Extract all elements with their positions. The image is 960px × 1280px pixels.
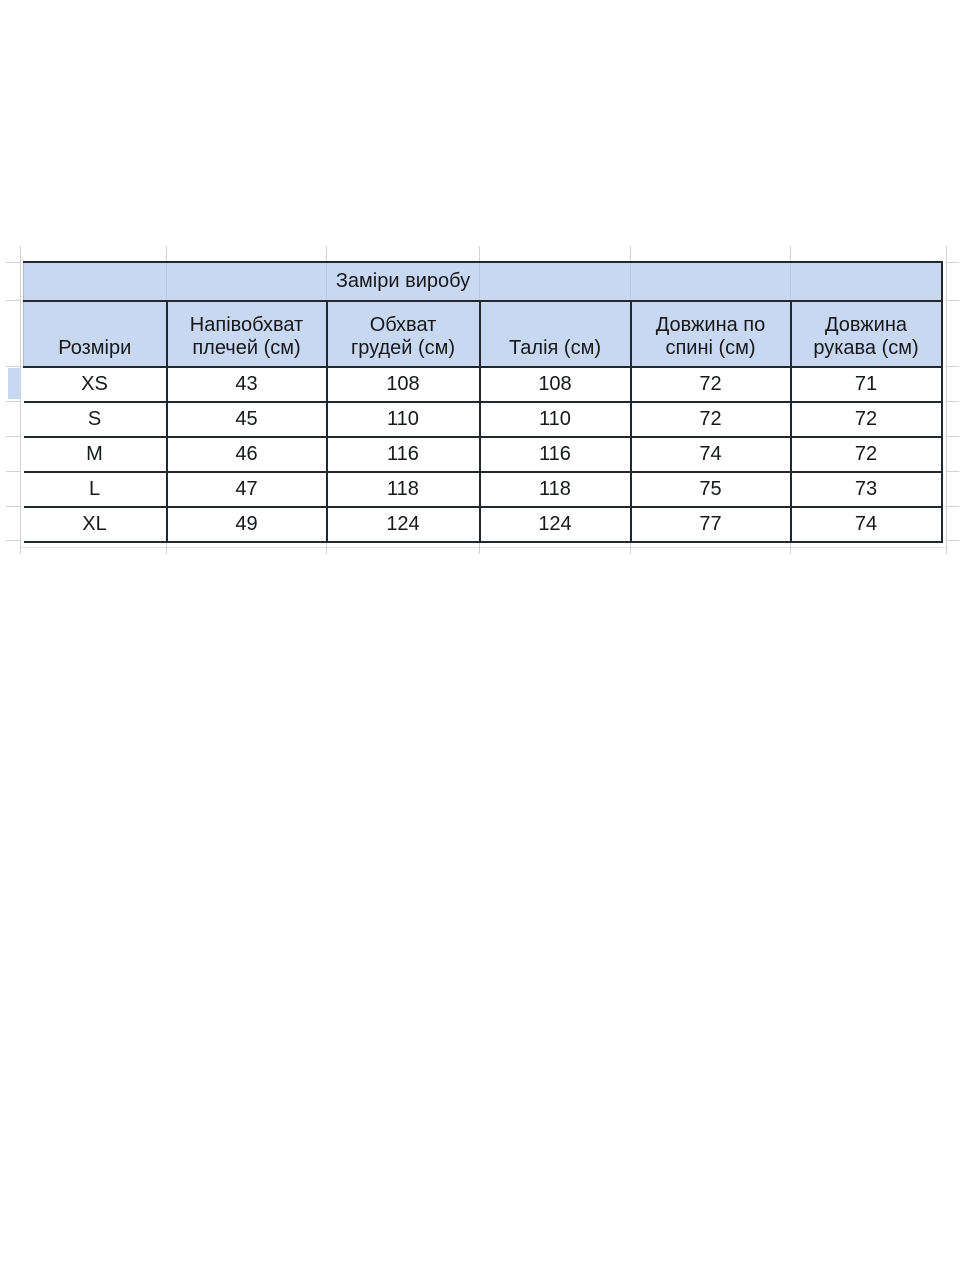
column-header-label: грудей (см)	[350, 337, 456, 359]
table-row-xs	[24, 367, 942, 402]
measurement-cell[interactable]: 43	[167, 367, 327, 402]
gridline-stub-right	[947, 436, 959, 437]
gridline-stub-left	[6, 471, 21, 472]
gridline-right-vertical	[946, 246, 947, 554]
gridline-stub-top	[166, 246, 167, 262]
size-cell[interactable]: S	[24, 402, 167, 437]
column-header-waist[interactable]	[480, 301, 631, 367]
band-cell[interactable]	[167, 262, 327, 301]
gridline-stub-bottom	[630, 542, 631, 554]
column-header-sizes[interactable]	[24, 301, 167, 367]
band-cell[interactable]	[791, 262, 942, 301]
measurement-cell[interactable]: 110	[327, 402, 480, 437]
gridline-stub-top	[630, 246, 631, 262]
table-row-l	[24, 472, 942, 507]
measurement-cell[interactable]: 118	[480, 472, 631, 507]
measurement-cell[interactable]: 116	[480, 437, 631, 472]
gridline-stub-bottom	[790, 542, 791, 554]
size-cell[interactable]: XS	[24, 367, 167, 402]
column-header-label: плечей (см)	[192, 337, 301, 359]
gridline-stub-left	[6, 436, 21, 437]
gridline-stub-right	[947, 262, 959, 263]
measurement-cell[interactable]: 47	[167, 472, 327, 507]
size-chart-table	[23, 261, 943, 543]
column-header-label: спині (см)	[665, 337, 756, 359]
gridline-stub-top	[479, 246, 480, 262]
table-row-s	[24, 402, 942, 437]
measurement-cell[interactable]: 45	[167, 402, 327, 437]
gridline-stub-right	[947, 401, 959, 402]
measurement-cell[interactable]: 74	[631, 437, 791, 472]
measurement-cell[interactable]: 49	[167, 507, 327, 542]
column-header-label: Обхват	[369, 314, 437, 336]
column-header-label: Напівобхват	[189, 314, 304, 336]
gridline-stub-right	[947, 506, 959, 507]
gridline-bottom-horizontal	[20, 547, 947, 548]
gridline-stub-left	[6, 401, 21, 402]
column-header-back-length[interactable]	[631, 301, 791, 367]
measurement-cell[interactable]: 108	[327, 367, 480, 402]
measurement-cell[interactable]: 74	[791, 507, 942, 542]
measurement-cell[interactable]: 108	[480, 367, 631, 402]
active-row-indicator	[8, 368, 21, 399]
gridline-stub-right	[947, 300, 959, 301]
band-cell[interactable]	[631, 262, 791, 301]
measurement-cell[interactable]: 75	[631, 472, 791, 507]
gridline-stub-right	[947, 471, 959, 472]
gridline-left-vertical	[20, 246, 21, 554]
gridline-stub-bottom	[479, 542, 480, 554]
measurement-cell[interactable]: 124	[480, 507, 631, 542]
gridline-stub-right	[947, 540, 959, 541]
column-header-label: Довжина	[824, 314, 907, 336]
measurement-cell[interactable]: 46	[167, 437, 327, 472]
column-header-sleeve-length[interactable]	[791, 301, 942, 367]
measurement-cell[interactable]: 116	[327, 437, 480, 472]
gridline-stub-right	[947, 366, 959, 367]
column-header-label: Талія (см)	[508, 337, 601, 359]
gridline-stub-bottom	[166, 542, 167, 554]
measurement-cell[interactable]: 72	[791, 437, 942, 472]
measurement-cell[interactable]: 77	[631, 507, 791, 542]
gridline-stub-left	[6, 506, 21, 507]
band-title-row	[24, 262, 942, 301]
measurement-cell[interactable]: 72	[631, 367, 791, 402]
gridline-stub-bottom	[326, 542, 327, 554]
size-cell[interactable]: XL	[24, 507, 167, 542]
measurement-cell[interactable]: 72	[791, 402, 942, 437]
measurement-cell[interactable]: 124	[327, 507, 480, 542]
size-cell[interactable]: M	[24, 437, 167, 472]
measurement-cell[interactable]: 118	[327, 472, 480, 507]
size-cell[interactable]: L	[24, 472, 167, 507]
measurement-cell[interactable]: 71	[791, 367, 942, 402]
gridline-stub-top	[790, 246, 791, 262]
table-row-xl	[24, 507, 942, 542]
column-header-label: рукава (см)	[813, 337, 919, 359]
column-header-row	[24, 301, 942, 367]
band-title-cell[interactable]: Заміри виробу	[327, 262, 480, 301]
column-header-label: Розміри	[58, 337, 132, 359]
table-row-m	[24, 437, 942, 472]
gridline-stub-top	[326, 246, 327, 262]
measurement-cell[interactable]: 72	[631, 402, 791, 437]
measurement-cell[interactable]: 73	[791, 472, 942, 507]
gridline-stub-left	[6, 366, 21, 367]
column-header-chest[interactable]	[327, 301, 480, 367]
gridline-stub-left	[6, 540, 21, 541]
column-header-label: Довжина по	[655, 314, 766, 336]
band-cell[interactable]	[24, 262, 167, 301]
band-cell[interactable]	[480, 262, 631, 301]
gridline-stub-left	[6, 300, 21, 301]
column-header-shoulder[interactable]	[167, 301, 327, 367]
measurement-cell[interactable]: 110	[480, 402, 631, 437]
gridline-stub-left	[6, 262, 21, 263]
